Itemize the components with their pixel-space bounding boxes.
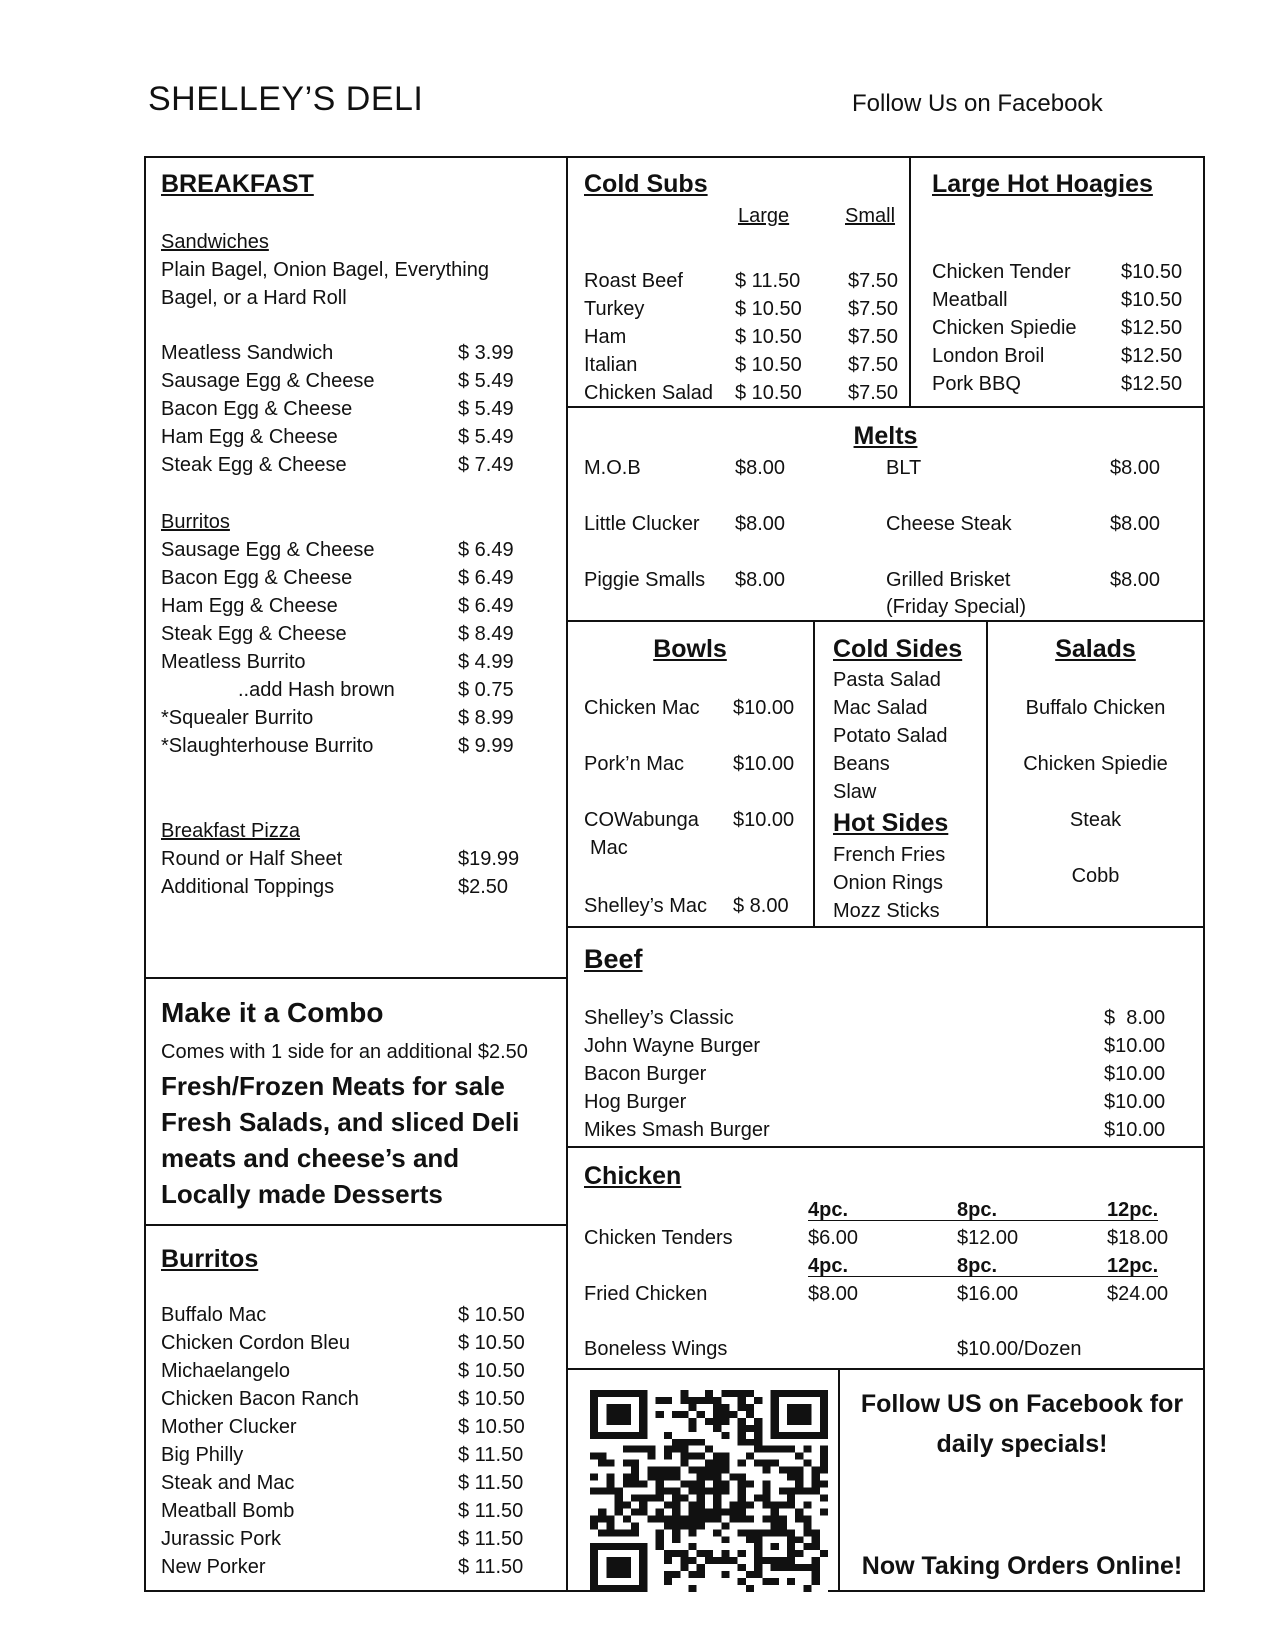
menu-item-name: Hog Burger [584,1091,687,1113]
menu-item-name: Piggie Smalls [584,569,706,591]
combo-line: meats and cheese’s and [161,1143,460,1173]
breakfast-pizza-label: Breakfast Pizza [161,820,300,842]
menu-item-name: Meatball [932,289,1008,311]
side-item: Potato Salad [833,725,948,747]
menu-item-price: $ 3.99 [458,342,514,364]
menu-item-price: $ 11.50 [458,1528,524,1550]
hot-hoagies-heading: Large Hot Hoagies [932,170,1153,198]
menu-item-name: Chicken Tenders [584,1227,733,1249]
menu-item-price: $8.00 [1110,457,1161,479]
side-item: Mozz Sticks [833,900,940,922]
menu-item-price: $ 10.50 [458,1360,525,1382]
menu-item-name: Shelley’s Classic [584,1007,734,1029]
breakfast-heading: BREAKFAST [161,170,314,198]
cold-subs-heading: Cold Subs [584,170,708,198]
menu-item-name: Steak Egg & Cheese [161,623,347,645]
menu-item-price: $ 5.49 [458,398,514,420]
menu-item-price: $2.50 [458,876,509,898]
divider-bowls-beef [567,926,1204,928]
menu-item-name: Boneless Wings [584,1338,728,1360]
menu-item-name: Turkey [584,298,645,320]
menu-item-name: Chicken Bacon Ranch [161,1388,359,1410]
size-label: 12pc. [1107,1199,1159,1221]
menu-item-price: $ 10.50 [735,298,802,320]
menu-item-name: BLT [886,457,922,479]
side-item: Onion Rings [833,872,944,894]
menu-item-name: Little Clucker [584,513,700,535]
size-label: 12pc. [1107,1255,1159,1277]
menu-item-name: Roast Beef [584,270,683,292]
menu-item-price: $18.00 [1107,1227,1169,1249]
bread-options-line1: Plain Bagel, Onion Bagel, Everything [161,259,489,281]
menu-item-name: Italian [584,354,638,376]
salad-item: Buffalo Chicken [1025,697,1166,719]
menu-item-name: Bacon Egg & Cheese [161,567,353,589]
menu-item-price: $ 6.49 [458,567,514,589]
menu-item-name: Shelley’s Mac [584,895,708,917]
menu-item-price: $8.00 [735,457,786,479]
side-item: Beans [833,753,890,775]
menu-item-price: $ 9.99 [458,735,514,757]
menu-item-name: Steak Egg & Cheese [161,454,347,476]
menu-item-price: $ 10.50 [458,1388,525,1410]
menu-item-price: $ 11.50 [458,1556,524,1578]
menu-item-name: Chicken Salad [584,382,713,404]
divider-subs-hoagies [909,157,911,407]
menu-item-name: Chicken Tender [932,261,1071,283]
menu-item-price: $ 8.99 [458,707,514,729]
size-label: 4pc. [808,1199,849,1221]
melts-heading: Melts [853,422,918,450]
salads-heading: Salads [1055,635,1136,663]
menu-item-price: $12.50 [1121,345,1183,367]
menu-item-price: $10.00 [733,809,795,831]
menu-item-name: Meatless Sandwich [161,342,334,364]
menu-item-price: $7.50 [848,326,899,348]
chicken-heading: Chicken [584,1162,682,1190]
menu-item-name: Mother Clucker [161,1416,297,1438]
menu-item-name: Sausage Egg & Cheese [161,539,375,561]
menu-item-name: John Wayne Burger [584,1035,761,1057]
size-label: 4pc. [808,1255,849,1277]
menu-item-price: $10.00 [1104,1035,1166,1057]
menu-item-price: $ 11.50 [458,1472,524,1494]
menu-item-name: New Porker [161,1556,266,1578]
menu-item-price: $ 5.49 [458,370,514,392]
size-label: 8pc. [957,1255,998,1277]
divider-main-vertical [566,157,568,1591]
menu-item-price: $7.50 [848,382,899,404]
menu-item-name: Jurassic Pork [161,1528,282,1550]
menu-item-name: Steak and Mac [161,1472,295,1494]
size-label: 8pc. [957,1199,998,1221]
combo-line: Fresh/Frozen Meats for sale [161,1071,505,1101]
menu-item-price: $8.00 [808,1283,859,1305]
menu-item-price: $19.99 [458,848,520,870]
side-item: Mac Salad [833,697,928,719]
menu-item-name: London Broil [932,345,1045,367]
promo-line: Follow US on Facebook for [860,1390,1184,1418]
salad-item: Steak [1069,809,1122,831]
menu-item-name: Michaelangelo [161,1360,290,1382]
qr-code-image[interactable] [590,1390,828,1592]
menu-item-price: $8.00 [1110,513,1161,535]
combo-subtitle: Comes with 1 side for an additional $2.50 [161,1041,528,1063]
menu-item-price: $7.50 [848,298,899,320]
menu-item-name: M.O.B [584,457,641,479]
menu-item-name: COWabunga [584,809,699,831]
combo-heading: Make it a Combo [161,997,384,1028]
menu-item-name-cont: Mac [590,837,628,859]
menu-item-name: Chicken Cordon Bleu [161,1332,350,1354]
menu-item-name: Sausage Egg & Cheese [161,370,375,392]
divider-breakfast-combo [145,977,567,979]
menu-item-price: $ 11.50 [735,270,801,292]
salad-item: Cobb [1071,865,1120,887]
combo-line: Fresh Salads, and sliced Deli [161,1107,520,1137]
menu-item-price: $8.00 [1110,569,1161,591]
menu-item-name: Chicken Spiedie [932,317,1077,339]
menu-item-name: Chicken Mac [584,697,700,719]
menu-item-price: $ 4.99 [458,651,514,673]
menu-item-name: Round or Half Sheet [161,848,343,870]
menu-item-price: $12.00 [957,1227,1019,1249]
menu-item-price: $8.00 [735,513,786,535]
divider-bowls-sides [813,621,815,927]
side-item: French Fries [833,844,946,866]
menu-item-name: Buffalo Mac [161,1304,267,1326]
menu-item-name: Ham Egg & Cheese [161,595,338,617]
menu-item-name: *Slaughterhouse Burrito [161,735,374,757]
side-item: Pasta Salad [833,669,941,691]
menu-item-price: $10.00 [733,697,795,719]
divider-beef-chicken [567,1146,1204,1148]
menu-item-name: Bacon Burger [584,1063,707,1085]
menu-item-price: $ 6.49 [458,539,514,561]
size-underline [808,1276,1158,1277]
menu-item-name: Big Philly [161,1444,244,1466]
menu-item-price: $10.00 [1104,1091,1166,1113]
menu-item-price: $10.00 [1104,1119,1166,1141]
menu-item-name: Additional Toppings [161,876,335,898]
divider-melts-bowls [567,620,1204,622]
burritos-heading: Burritos [161,1245,259,1273]
menu-item-price: $ 10.50 [735,326,802,348]
menu-item-price: $10.00 [1104,1063,1166,1085]
menu-item-price: $10.00/Dozen [957,1338,1082,1360]
menu-item-name: Bacon Egg & Cheese [161,398,353,420]
side-item: Slaw [833,781,877,803]
menu-item-price: $10.00 [733,753,795,775]
menu-item-price: $ 7.49 [458,454,514,476]
menu-item-price: $6.00 [808,1227,859,1249]
divider-chicken-promo [567,1368,1204,1370]
menu-item-price: $7.50 [848,354,899,376]
menu-item-price: $ 10.50 [458,1416,525,1438]
divider-combo-burritos [145,1224,567,1226]
sandwiches-label: Sandwiches [161,231,269,253]
menu-item-price: $ 5.49 [458,426,514,448]
menu-item-price: $ 0.75 [458,679,514,701]
menu-item-name: Pork’n Mac [584,753,685,775]
hot-sides-heading: Hot Sides [833,809,949,837]
menu-item-name: Pork BBQ [932,373,1021,395]
page-title: SHELLEY’S DELI [148,80,424,118]
menu-item-name: *Squealer Burrito [161,707,314,729]
small-column-label: Small [845,205,896,227]
cold-sides-heading: Cold Sides [833,635,963,663]
menu-item-price: $ 8.00 [733,895,789,917]
menu-item-price: $ 10.50 [735,354,802,376]
menu-item-price: $ 10.50 [458,1304,525,1326]
menu-item-price: $ 6.49 [458,595,514,617]
menu-item-name: Meatless Burrito [161,651,306,673]
size-underline [808,1220,1158,1221]
menu-item-price: $ 11.50 [458,1444,524,1466]
menu-item-price: $10.50 [1121,289,1183,311]
menu-item-name: Meatball Bomb [161,1500,295,1522]
menu-item-name: Mikes Smash Burger [584,1119,770,1141]
promo-line: daily specials! [936,1430,1108,1458]
menu-item-price: $12.50 [1121,317,1183,339]
salad-item: Chicken Spiedie [1023,753,1168,775]
friday-special-note: (Friday Special) [886,596,1027,618]
large-column-label: Large [738,205,790,227]
combo-line: Locally made Desserts [161,1179,443,1209]
menu-item-price: $ 8.00 [1104,1007,1166,1029]
bread-options-line2: Bagel, or a Hard Roll [161,287,347,309]
menu-item-name: ..add Hash brown [238,679,395,701]
menu-item-name: Grilled Brisket [886,569,1011,591]
menu-item-name: Cheese Steak [886,513,1012,535]
menu-item-price: $ 10.50 [735,382,802,404]
menu-item-price: $24.00 [1107,1283,1169,1305]
menu-item-price: $ 11.50 [458,1500,524,1522]
menu-item-price: $12.50 [1121,373,1183,395]
menu-item-price: $ 10.50 [458,1332,525,1354]
beef-heading: Beef [584,944,643,974]
menu-item-price: $10.50 [1121,261,1183,283]
menu-item-price: $16.00 [957,1283,1019,1305]
promo-online-orders: Now Taking Orders Online! [861,1552,1183,1580]
menu-item-name: Fried Chicken [584,1283,708,1305]
menu-item-price: $7.50 [848,270,899,292]
menu-item-price: $ 8.49 [458,623,514,645]
follow-facebook-text: Follow Us on Facebook [852,90,1103,117]
menu-item-name: Ham Egg & Cheese [161,426,338,448]
menu-item-name: Ham [584,326,627,348]
menu-item-price: $8.00 [735,569,786,591]
bowls-heading: Bowls [653,635,727,663]
burritos-label: Burritos [161,511,230,533]
